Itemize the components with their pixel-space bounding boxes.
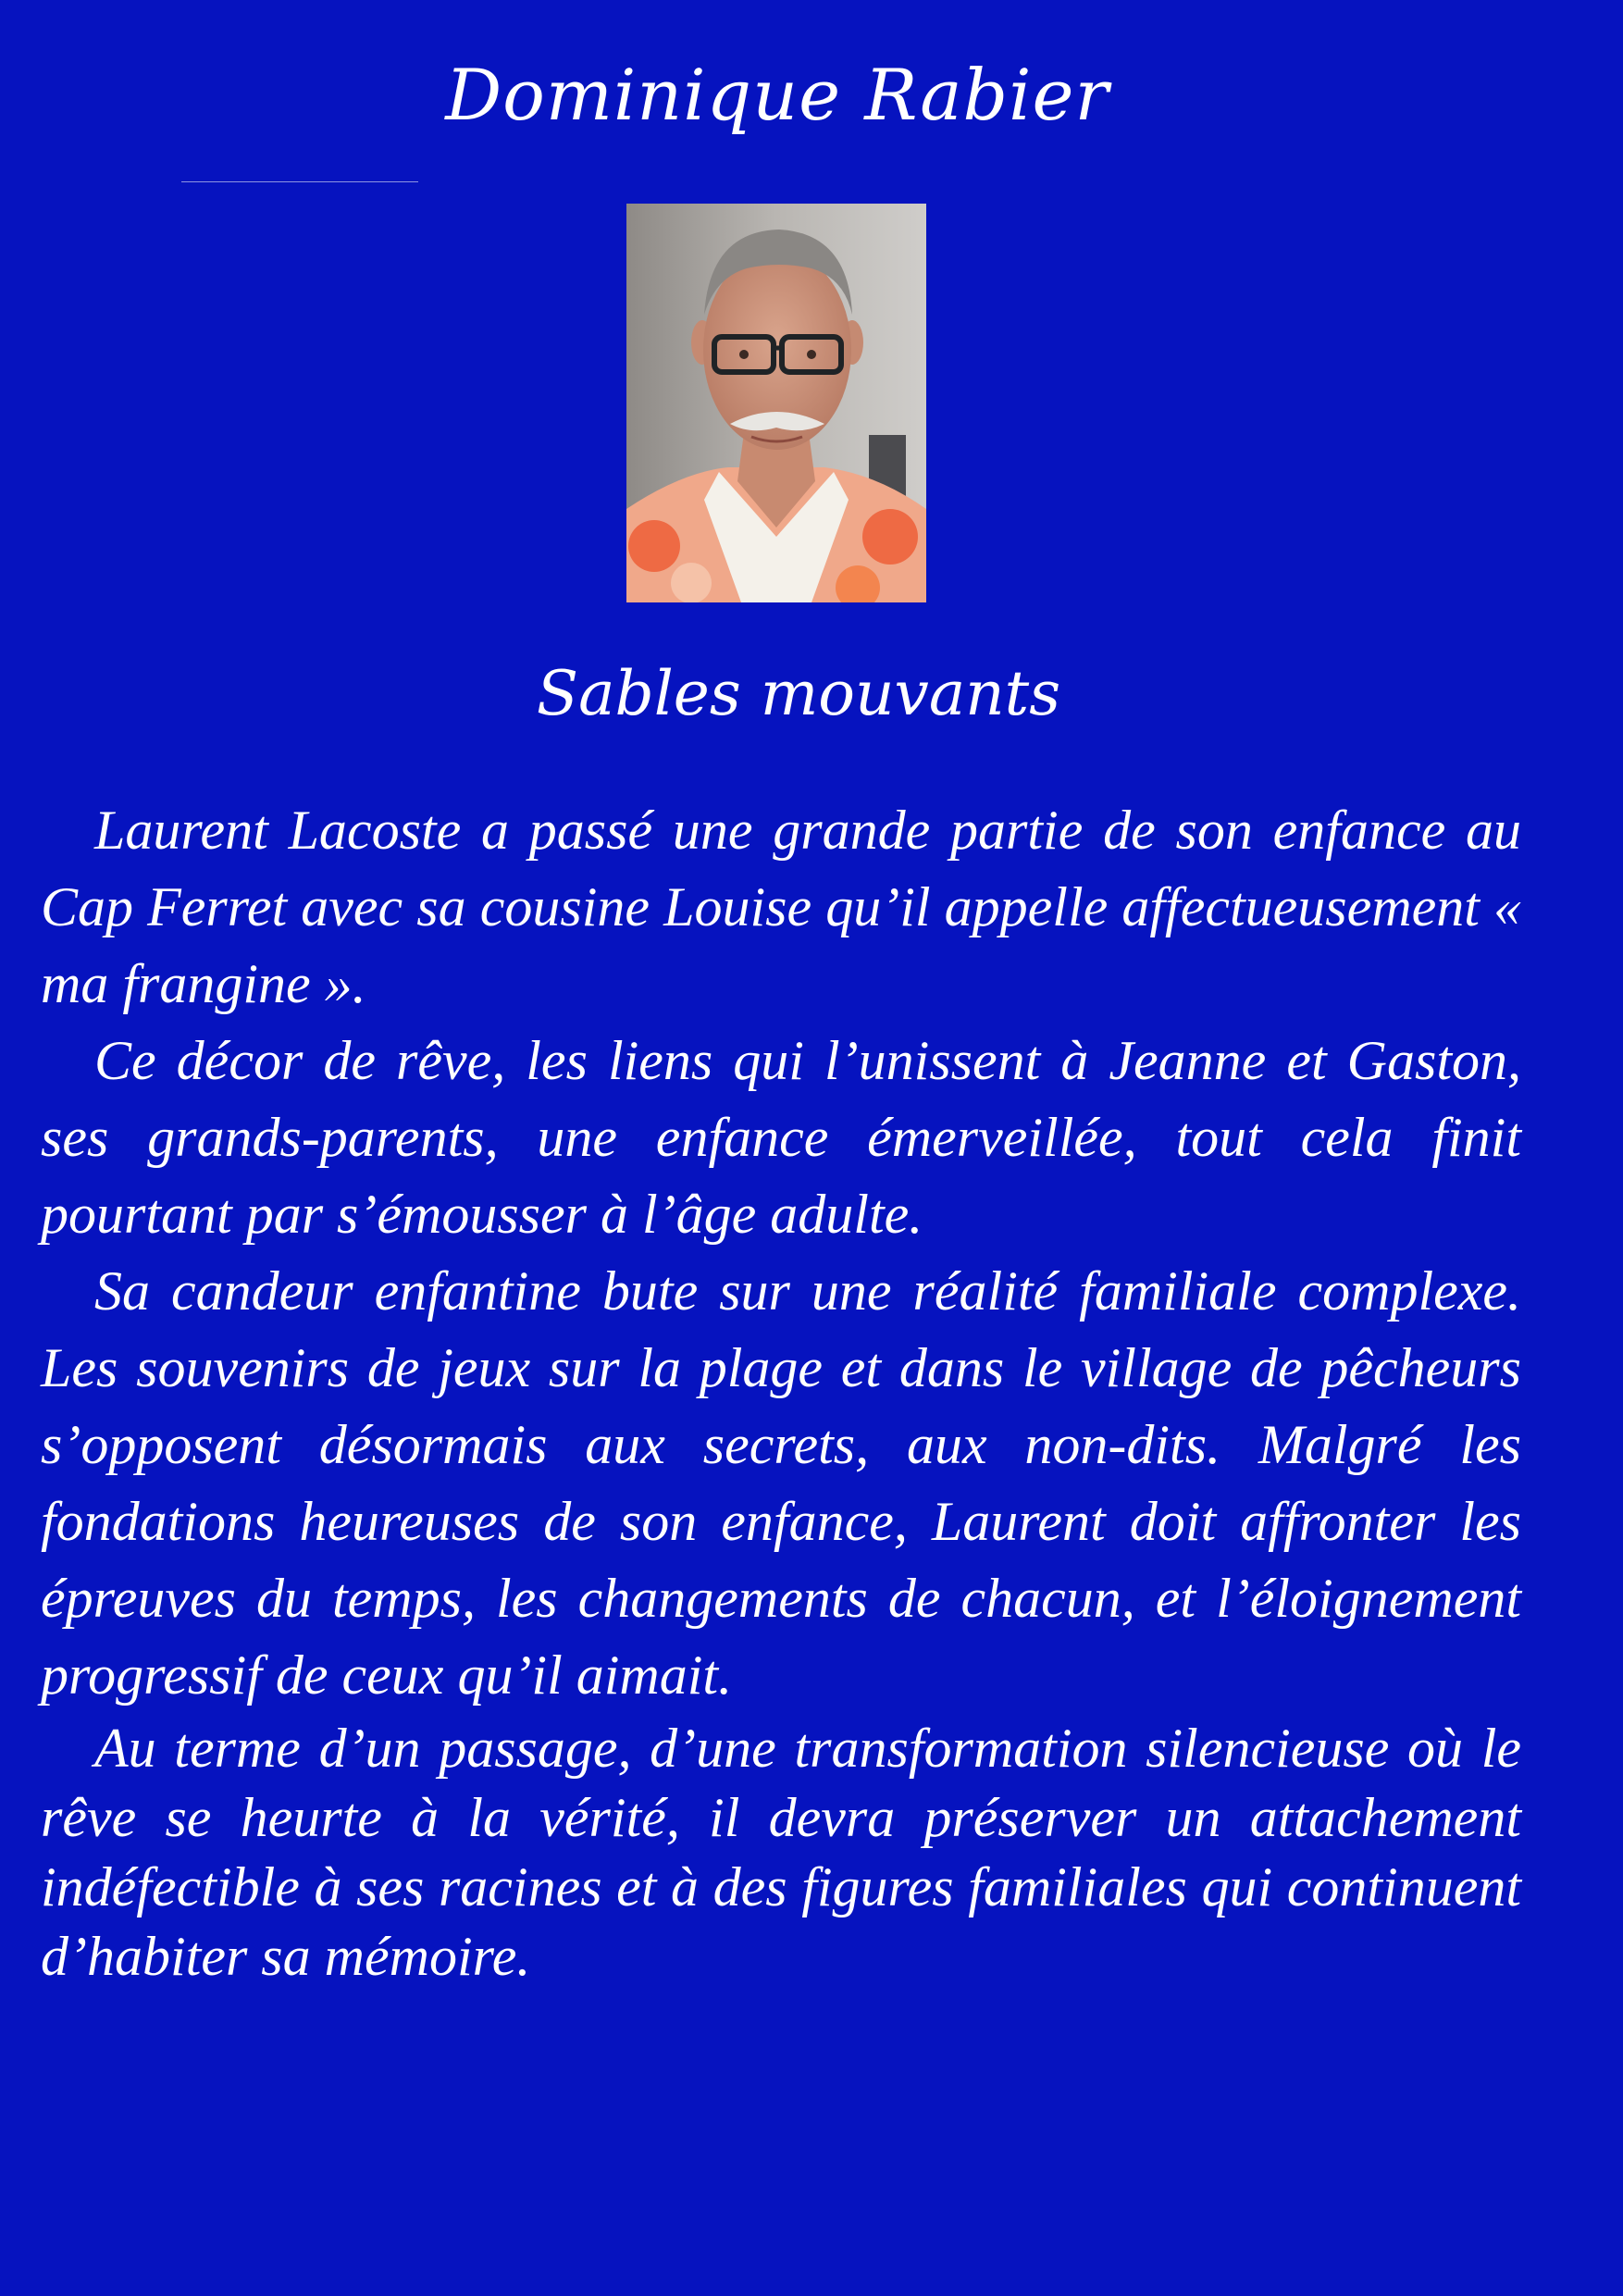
book-title: Sables mouvants [536,658,1061,729]
synopsis-text [41,792,1521,1992]
author-name: Dominique Rabier [445,54,1109,136]
synopsis-paragraph: Sa candeur enfantine bute sur une réalité familiale complexe. Les souvenirs de jeux sur la plage et dans le village de pêcheurs s’opposent désormais aux secrets, aux non-dits. Malgré les fondations heureuses de son enfance, Laurent doit affronter les épreuves du temps, les changements de chacun, et l’éloignement progressif de ceux qu’il aimait. [41,1260,1521,1706]
divider-line [181,181,418,182]
synopsis-paragraph: Laurent Lacoste a passé une grande partie de son enfance au Cap Ferret avec sa cousine Louise qu’il appelle affectueusement « ma frangine ». [41,800,1521,1014]
synopsis-paragraph: Ce décor de rêve, les liens qui l’unissent à Jeanne et Gaston, ses grands-parents, une enfance émerveillée, tout cela finit pourtant par s’émousser à l’âge adulte. [41,1030,1521,1245]
author-photo [626,204,926,602]
synopsis-paragraph: Au terme d’un passage, d’une transformation silencieuse où le rêve se heurte à la vérité, il devra préserver un attachement indéfectible à ses racines et à des figures familiales qui continuent d’habiter sa mémoire. [41,1718,1521,1987]
